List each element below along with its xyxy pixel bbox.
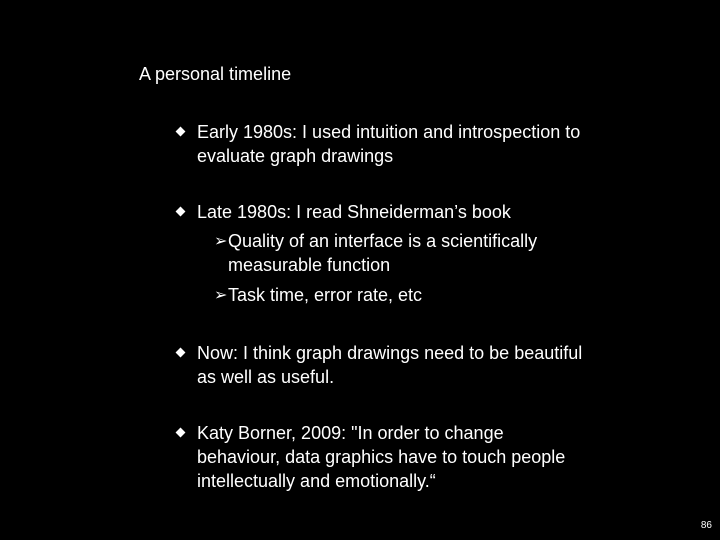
sub-bullet-text: Quality of an interface is a scientifically measurable function [228, 231, 538, 275]
slide-title: A personal timeline [139, 64, 292, 84]
diamond-bullet-icon [176, 127, 186, 137]
bullet-text: Late 1980s: I read Shneiderman’s book [197, 202, 511, 222]
page-number: 86 [700, 520, 712, 531]
bullet-text: Now: I think graph drawings need to be beautiful as well as useful. [197, 343, 583, 387]
diamond-bullet-icon [176, 207, 186, 217]
bullet-text: Early 1980s: I used intuition and introspection to evaluate graph drawings [197, 122, 581, 166]
sub-bullet-text: Task time, error rate, etc [228, 285, 423, 305]
diamond-bullet-icon [176, 348, 186, 358]
arrow-bullet-icon: ➢ [214, 285, 228, 304]
arrow-bullet-icon: ➢ [214, 231, 228, 250]
diamond-bullet-icon [176, 428, 186, 438]
bullet-text: Katy Borner, 2009: "In order to change behaviour, data graphics have to touch people intellectually and emotionally.“ [197, 423, 566, 491]
